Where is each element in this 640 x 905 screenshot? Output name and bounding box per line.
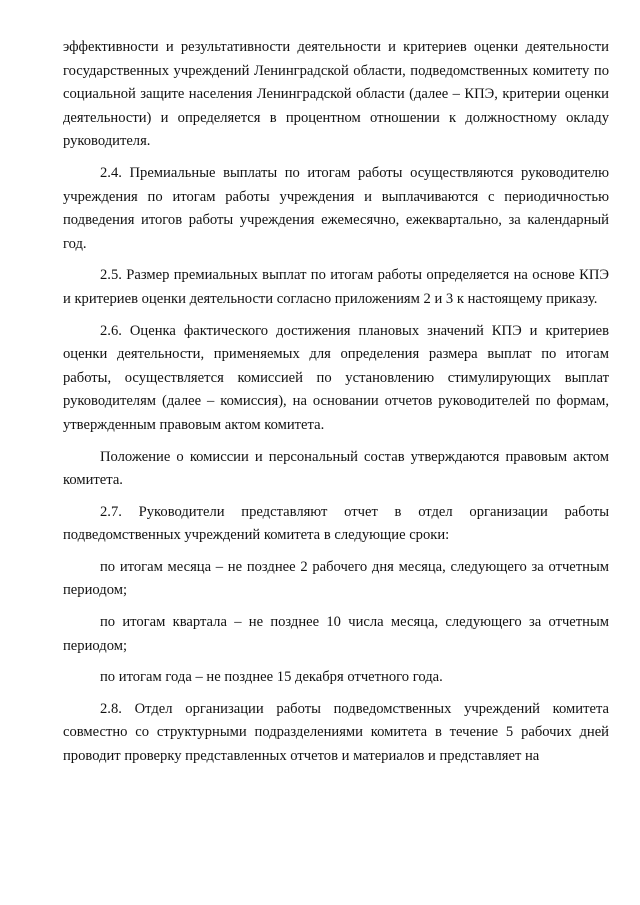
paragraph-2-6: 2.6. Оценка фактического достижения плановых значений КПЭ и критериев оценки деятельности, применяемых для определения размера выплат по итогам работы, осуществляется комиссией по установлению стимулирующих выплат руководителям (далее – комиссия), на основании отчетов руководителей по формам, утвержденным правовым актом комитета. xyxy=(63,322,609,433)
paragraph-2-8: 2.8. Отдел организации работы подведомственных учреждений комитета совместно со структурными подразделениями комитета в течение 5 рабочих дней проводит проверку представленных отчетов и материалов и представляет на xyxy=(63,700,609,765)
paragraph-commission: Положение о комиссии и персональный состав утверждаются правовым актом комитета. xyxy=(63,448,609,489)
paragraph-quarterly-deadline: по итогам квартала – не позднее 10 числа месяца, следующего за отчетным периодом; xyxy=(63,614,609,654)
paragraph-2-7: 2.7. Руководители представляют отчет в отдел организации работы подведомственных учреждений комитета в следующие сроки: xyxy=(63,503,609,544)
paragraph-monthly-deadline: по итогам месяца – не позднее 2 рабочего дня месяца, следующего за отчетным периодом; xyxy=(63,558,609,599)
paragraph-2-5: 2.5. Размер премиальных выплат по итогам работы определяется на основе КПЭ и критериев оценки деятельности согласно приложениям 2 и 3 к настоящему приказу. xyxy=(63,267,609,307)
paragraph-2-4: 2.4. Премиальные выплаты по итогам работы осуществляются руководителю учреждения по итогам работы учреждения и выплачиваются с периодичностью подведения итогов работы учреждения ежемесячно, ежеквартально, за календарный год. xyxy=(63,164,609,252)
paragraph-kpe-definition: эффективности и результативности деятельности и критериев оценки деятельности государственных учреждений Ленинградской области, подведомственных комитету по социальной защите населения Ленинградской области (далее – КПЭ, критерии оценки деятельности) и определяется в процентном отношении к должностному окладу руководителя. xyxy=(63,39,609,150)
paragraph-annual-deadline: по итогам года – не позднее 15 декабря отчетного года. xyxy=(100,669,443,686)
